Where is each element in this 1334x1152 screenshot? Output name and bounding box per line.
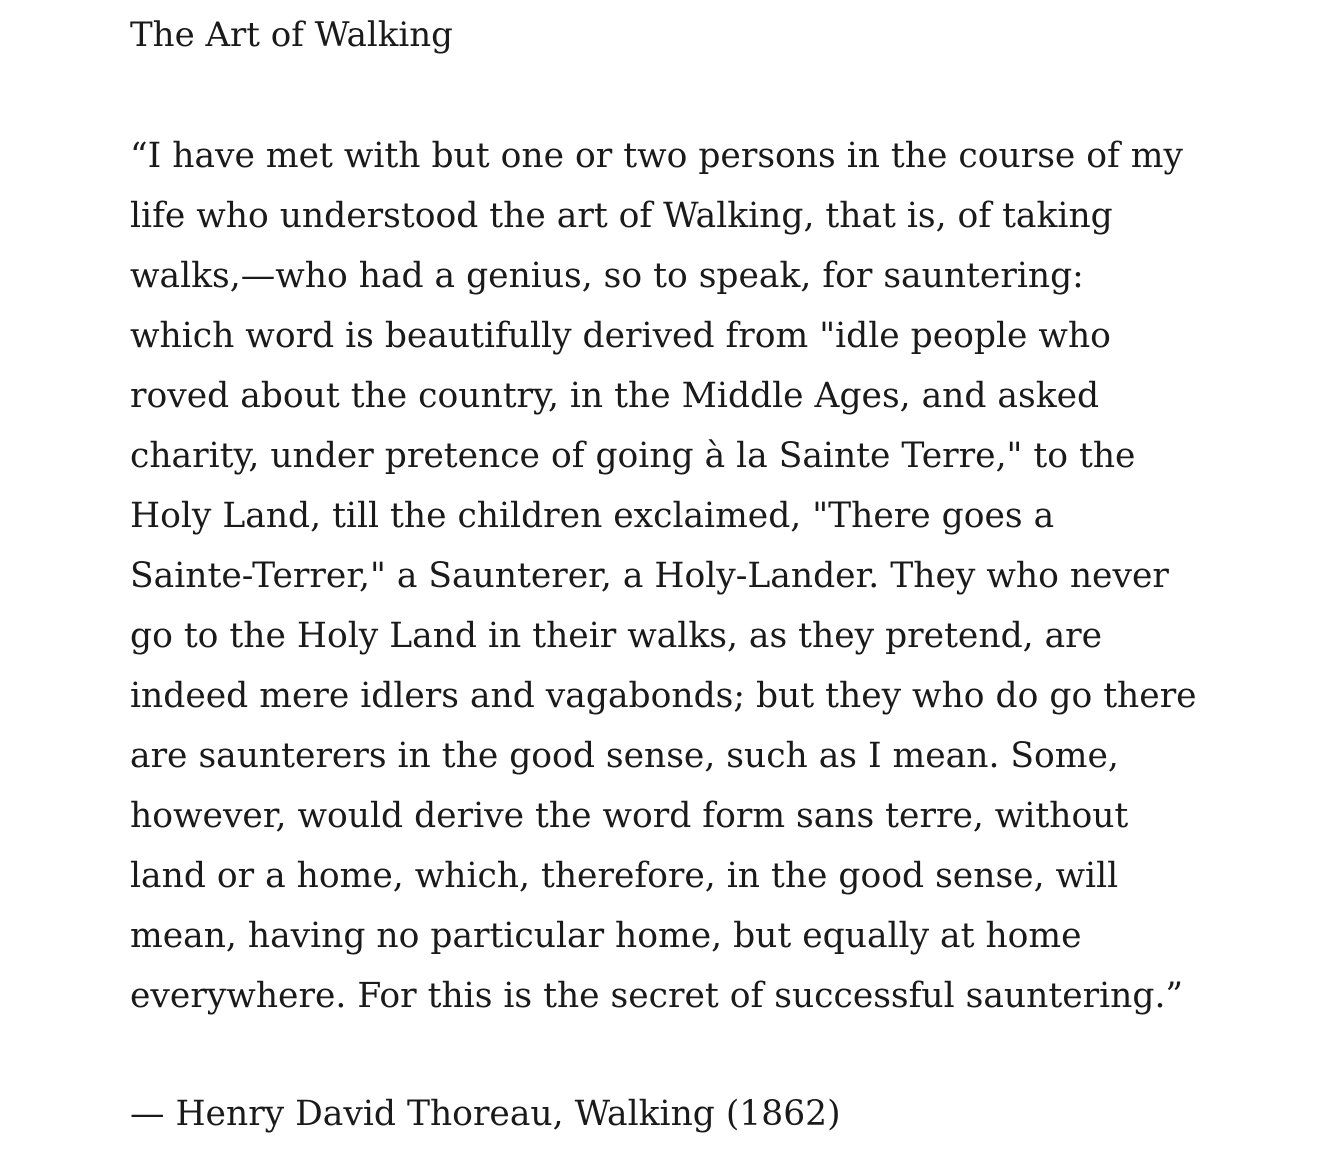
quote-line: land or a home, which, therefore, in the good sense, will <box>130 856 1119 896</box>
quote-line: walks,—who had a genius, so to speak, for sauntering: <box>130 256 1084 296</box>
document-page <box>130 0 1220 1144</box>
quote-line: however, would derive the word form sans terre, without <box>130 796 1129 836</box>
quote-line: everywhere. For this is the secret of successful sauntering.” <box>130 976 1184 1016</box>
quote-line: roved about the country, in the Middle Ages, and asked <box>130 376 1100 416</box>
quote-line: Holy Land, till the children exclaimed, "There goes a <box>130 496 1055 536</box>
quote-line: life who understood the art of Walking, that is, of taking <box>130 196 1113 236</box>
quote-line: “I have met with but one or two persons in the course of my <box>130 136 1183 176</box>
quote-block <box>130 126 1220 1026</box>
quote-line: charity, under pretence of going à la Sainte Terre," to the <box>130 436 1136 476</box>
quote-line: which word is beautifully derived from "idle people who <box>130 316 1111 356</box>
quote-line: are saunterers in the good sense, such as I mean. Some, <box>130 736 1119 776</box>
quote-line: go to the Holy Land in their walks, as they pretend, are <box>130 616 1103 656</box>
quote-attribution: — Henry David Thoreau, Walking (1862) <box>130 1094 841 1134</box>
quote-line: Sainte-Terrer," a Saunterer, a Holy-Lander. They who never <box>130 556 1169 596</box>
quote-line: mean, having no particular home, but equally at home <box>130 916 1082 956</box>
quote-line: indeed mere idlers and vagabonds; but they who do go there <box>130 676 1197 716</box>
document-title: The Art of Walking <box>130 15 453 55</box>
